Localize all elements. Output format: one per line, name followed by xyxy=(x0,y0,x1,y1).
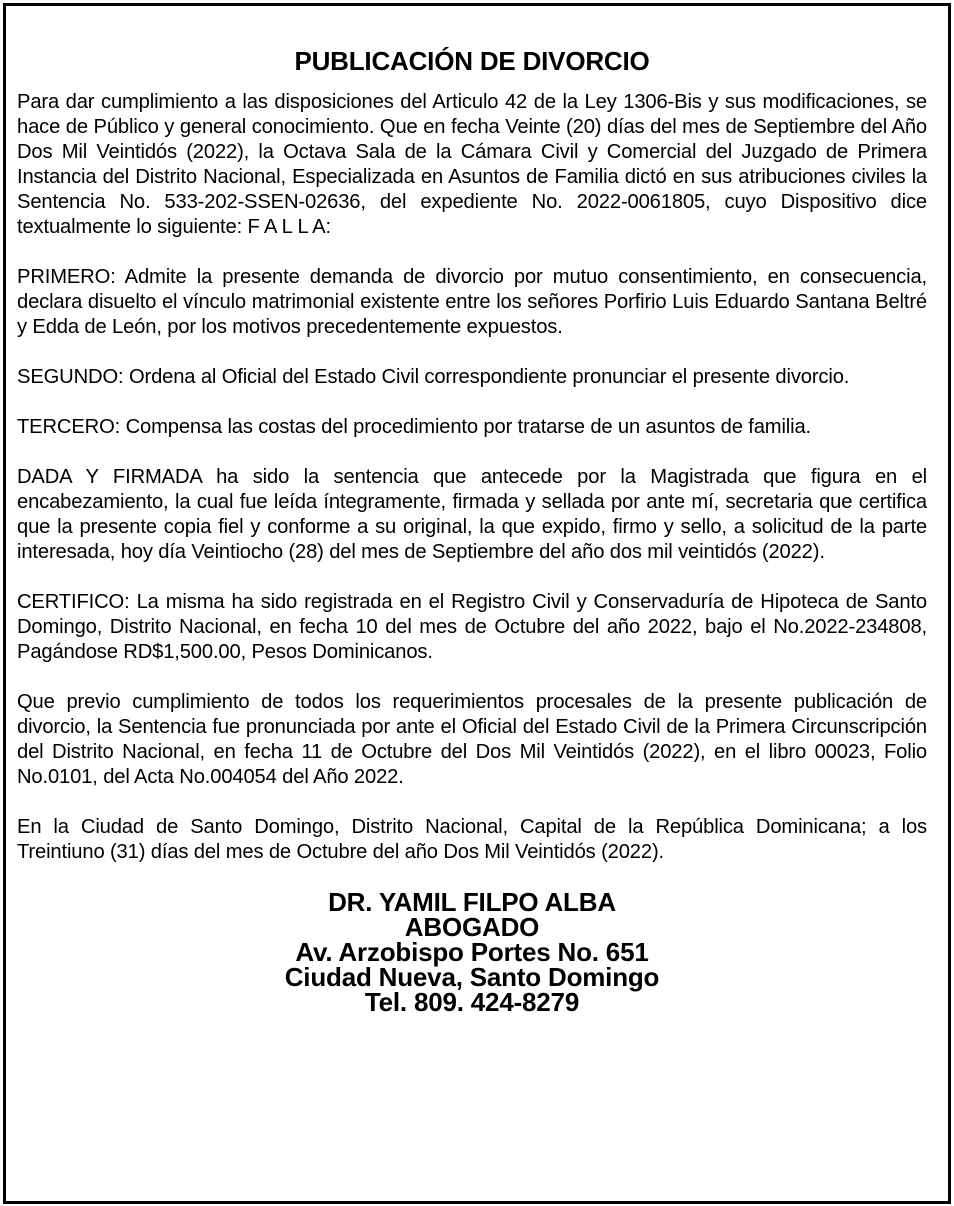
publication-body xyxy=(17,46,927,1015)
signature-address-line-1: Av. Arzobispo Portes No. 651 xyxy=(295,937,649,967)
signature-phone: Tel. 809. 424-8279 xyxy=(364,987,580,1017)
signature-role: ABOGADO xyxy=(404,912,540,942)
previo-paragraph: Que previo cumplimiento de todos los requerimientos procesales de la presente publicación de divorcio, la Sentencia fue pronunciada por ante el Oficial del Estado Civil de la Primera Circunscripción del Distrito Nacional, en fecha 11 de Octubre del Dos Mil Veintidós (2022), en el libro 00023, Folio No.0101, del Acta No.004054 del Año 2022. xyxy=(17,691,927,788)
certifico-paragraph: CERTIFICO: La misma ha sido registrada en el Registro Civil y Conservaduría de Hipoteca de Santo Domingo, Distrito Nacional, en fecha 10 del mes de Octubre del año 2022, bajo el No.2022-234808, Pagándose RD$1,500.00, Pesos Dominicanos. xyxy=(17,591,927,663)
tercero-paragraph: TERCERO: Compensa las costas del procedimiento por tratarse de un asuntos de familia. xyxy=(17,416,812,438)
signature-block xyxy=(17,887,927,1017)
page-title: PUBLICACIÓN DE DIVORCIO xyxy=(294,46,650,76)
segundo-paragraph: SEGUNDO: Ordena al Oficial del Estado Civil correspondiente pronunciar el presente divorcio. xyxy=(17,366,850,388)
dada-paragraph: DADA Y FIRMADA ha sido la sentencia que antecede por la Magistrada que figura en el encabezamiento, la cual fue leída íntegramente, firmada y sellada por ante mí, secretaria que certifica que la presente copia fiel y conforme a su original, la que expido, firmo y sello, a solicitud de la parte interesada, hoy día Veintiocho (28) del mes de Septiembre del año dos mil veintidós (2022). xyxy=(17,466,927,563)
intro-paragraph: Para dar cumplimiento a las disposiciones del Articulo 42 de la Ley 1306-Bis y sus modificaciones, se hace de Público y general conocimiento. Que en fecha Veinte (20) días del mes de Septiembre del Año Dos Mil Veintidós (2022), la Octava Sala de la Cámara Civil y Comercial del Juzgado de Primera Instancia del Distrito Nacional, Especializada en Asuntos de Familia dictó en sus atribuciones civiles la Sentencia No. 533-202-SSEN-02636, del expediente No. 2022-0061805, cuyo Dispositivo dice textualmente lo siguiente: F A L L A: xyxy=(17,91,927,238)
primero-paragraph: PRIMERO: Admite la presente demanda de divorcio por mutuo consentimiento, en consecuencia, declara disuelto el vínculo matrimonial existente entre los señores Porfirio Luis Eduardo Santana Beltré y Edda de León, por los motivos precedentemente expuestos. xyxy=(17,266,927,338)
closing-paragraph: En la Ciudad de Santo Domingo, Distrito Nacional, Capital de la República Dominicana; a los Treintiuno (31) días del mes de Octubre del año Dos Mil Veintidós (2022). xyxy=(17,816,927,863)
signature-name: DR. YAMIL FILPO ALBA xyxy=(328,887,616,917)
signature-address-line-2: Ciudad Nueva, Santo Domingo xyxy=(284,962,660,992)
